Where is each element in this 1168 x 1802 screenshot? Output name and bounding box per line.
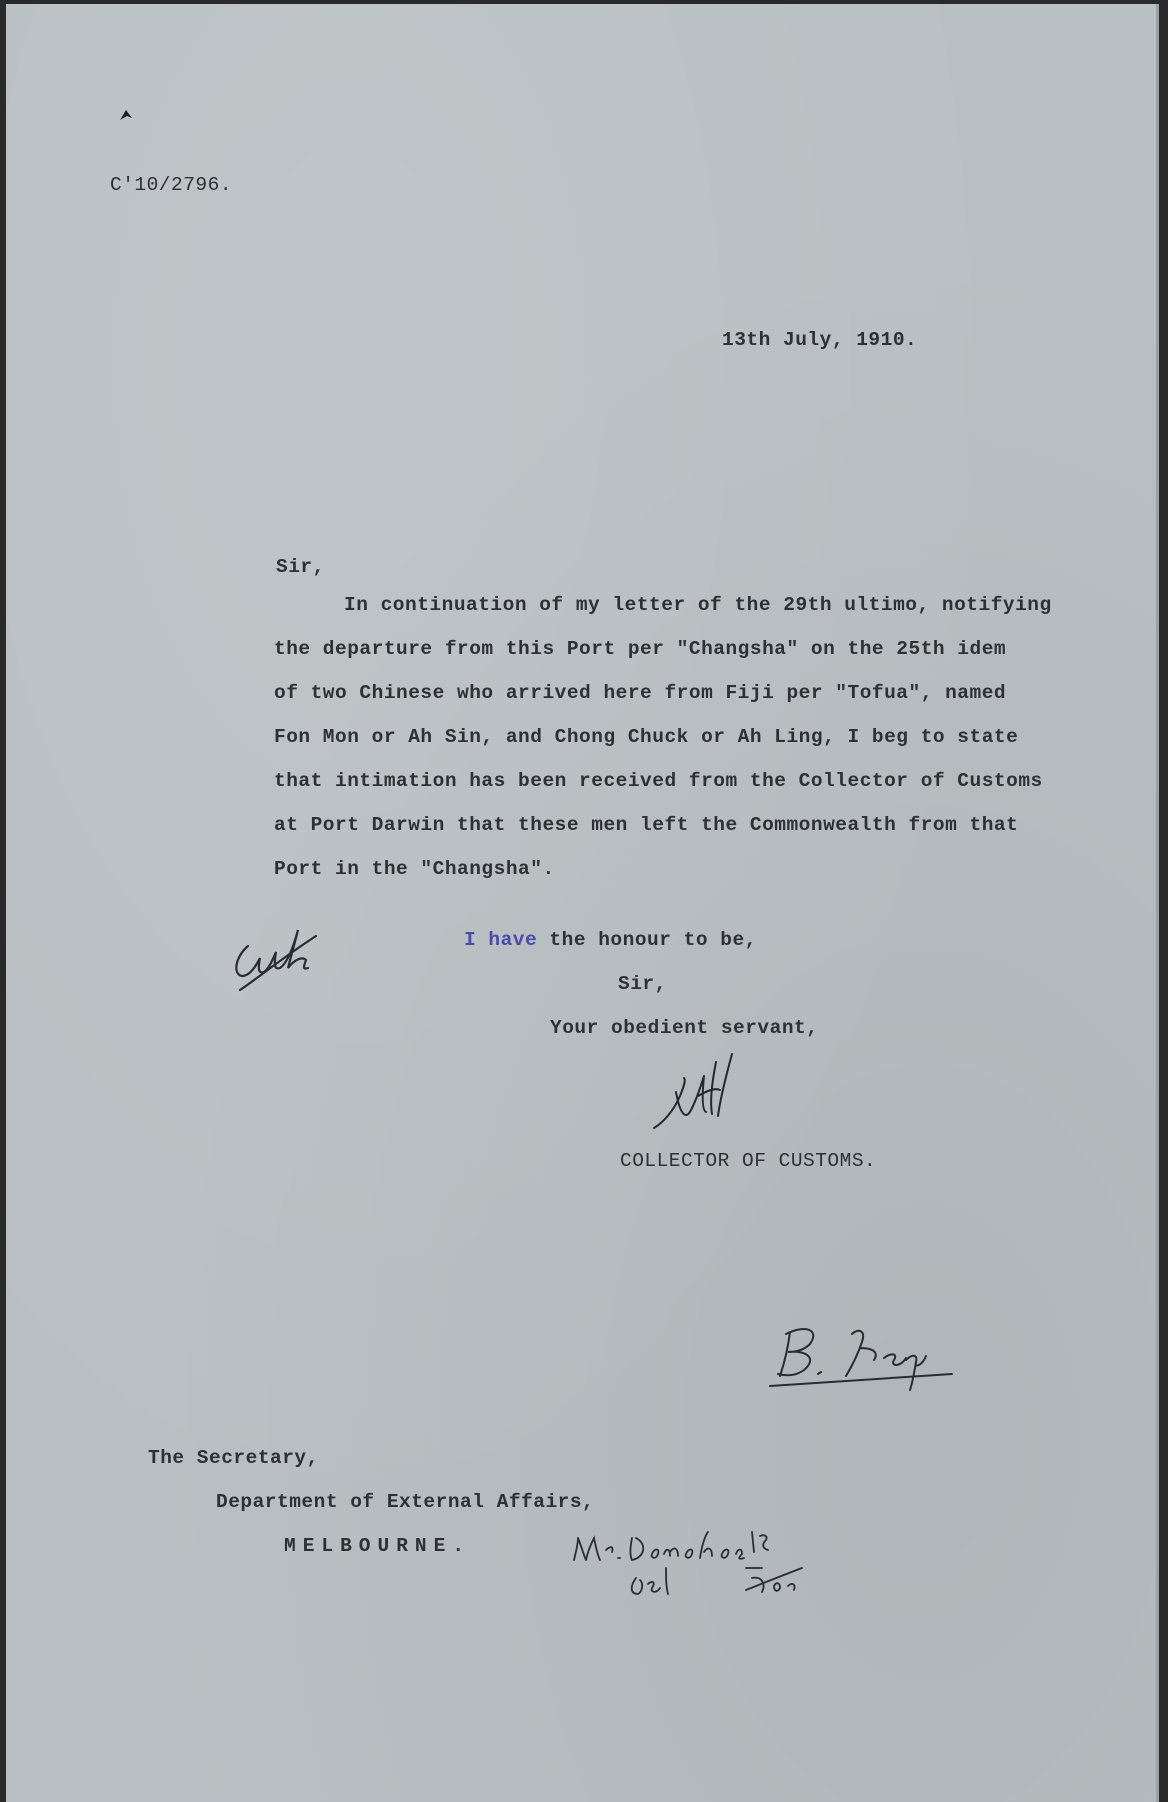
handwritten-initials-left <box>228 916 324 1000</box>
closing-line-1 <box>464 929 757 951</box>
body-line: the departure from this Port per "Changsha" on the 25th idem <box>274 638 1007 660</box>
address-line-3: MELBOURNE. <box>284 1535 472 1557</box>
handwritten-annotation-right <box>766 1314 956 1394</box>
address-line-1: The Secretary, <box>148 1447 319 1469</box>
closing-line-1-b: the honour to be, <box>537 929 757 951</box>
body-line: Port in the "Changsha". <box>274 858 555 880</box>
body-line: In continuation of my letter of the 29th ultimo, notifying <box>344 594 1052 616</box>
body-line: at Port Darwin that these men left the Commonwealth from that <box>274 814 1019 836</box>
closing-line-2: Sir, <box>618 973 667 995</box>
signatory-title: COLLECTOR OF CUSTOMS. <box>620 1150 877 1172</box>
letter-body <box>274 594 1144 902</box>
signature <box>646 1052 756 1136</box>
body-line: that intimation has been received from the Collector of Customs <box>274 770 1043 792</box>
handwritten-annotation-bottom <box>566 1524 826 1604</box>
letter-date: 13th July, 1910. <box>722 329 918 351</box>
body-line: Fon Mon or Ah Sin, and Chong Chuck or Ah Ling, I beg to state <box>274 726 1019 748</box>
body-line: of two Chinese who arrived here from Fiji per "Tofua", named <box>274 682 1007 704</box>
letter-page <box>6 4 1159 1802</box>
address-line-2: Department of External Affairs, <box>216 1491 595 1513</box>
closing-line-3: Your obedient servant, <box>550 1017 819 1039</box>
pen-mark-icon <box>118 108 134 122</box>
closing-line-1-a: I have <box>464 929 538 951</box>
reference-number: C'10/2796. <box>110 174 233 196</box>
salutation: Sir, <box>276 556 325 578</box>
